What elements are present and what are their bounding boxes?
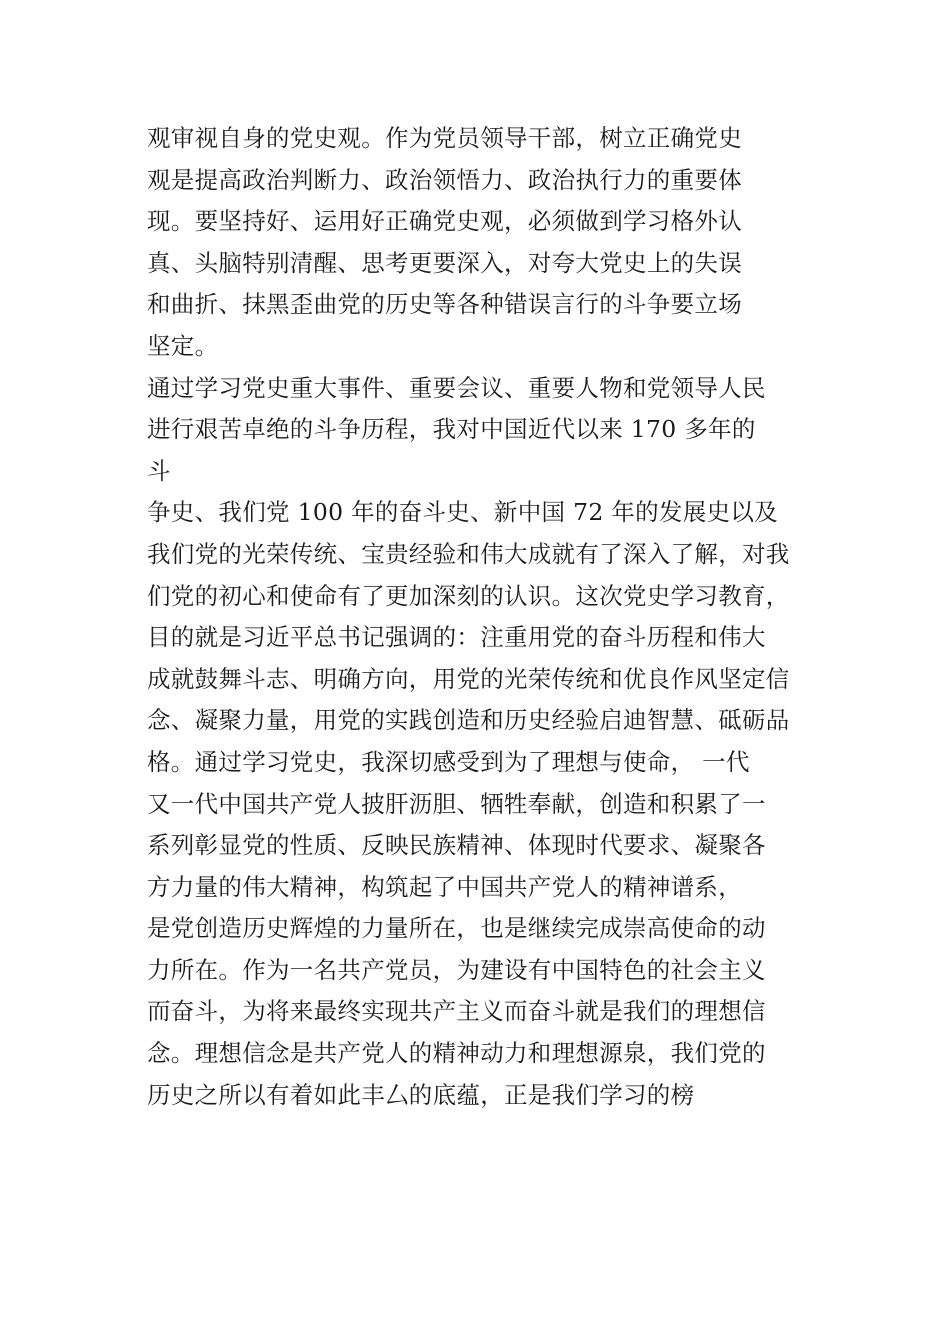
text-line: 而奋斗，为将来最终实现共产主义而奋斗就是我们的理想信 [147, 997, 766, 1026]
text-line: 念。理想信念是共产党人的精神动力和理想源泉，我们党的 [147, 1039, 766, 1068]
body-text [147, 118, 827, 1116]
text-line: 坚定。 [147, 331, 219, 360]
text-line: 斗 [147, 456, 171, 485]
text-line: 格。通过学习党史，我深切感受到为了理想与使命， 一代 [147, 747, 750, 776]
text-line: 系列彰显党的性质、反映民族精神、体现时代要求、凝聚各 [147, 831, 766, 860]
text-line: 争史、我们党 100 年的奋斗史、新中国 72 年的发展史以及 [147, 498, 778, 527]
text-line: 们党的初心和使命有了更加深刻的认识。这次党史学习教育， [147, 581, 790, 610]
text-line: 成就鼓舞斗志、明确方向，用党的光荣传统和优良作风坚定信 [147, 664, 790, 693]
text-line: 力所在。作为一名共产党员，为建设有中国特色的社会主义 [147, 955, 766, 984]
text-line: 通过学习党史重大事件、重要会议、重要人物和党领导人民 [147, 373, 766, 402]
text-line: 目的就是习近平总书记强调的：注重用党的奋斗历程和伟大 [147, 623, 766, 652]
text-line: 和曲折、抹黑歪曲党的历史等各种错误言行的斗争要立场 [147, 290, 742, 319]
text-line: 观审视自身的党史观。作为党员领导干部，树立正确党史 [147, 124, 742, 152]
text-line: 进行艰苦卓绝的斗争历程，我对中国近代以来 170 多年的 [147, 415, 756, 444]
text-line: 我们党的光荣传统、宝贵经验和伟大成就有了深入了解，对我 [147, 539, 790, 568]
text-line: 历史之所以有着如此丰厶的底蕴，正是我们学习的榜 [147, 1080, 695, 1109]
text-line: 观是提高政治判断力、政治领悟力、政治执行力的重要体 [147, 165, 742, 194]
text-line: 方力量的伟大精神，构筑起了中国共产党人的精神谱系， [147, 872, 742, 901]
text-line: 又一代中国共产党人披肝沥胆、牺牲奉献，创造和积累了一 [147, 789, 766, 818]
text-line: 现。要坚持好、运用好正确党史观，必须做到学习格外认 [147, 207, 742, 236]
text-line: 真、头脑特别清醒、思考更要深入，对夸大党史上的失误 [147, 248, 742, 277]
text-line: 是党创造历史辉煌的力量所在，也是继续完成崇高使命的动 [147, 914, 766, 943]
text-line: 念、凝聚力量，用党的实践创造和历史经验启迪智慧、砥砺品 [147, 706, 790, 735]
